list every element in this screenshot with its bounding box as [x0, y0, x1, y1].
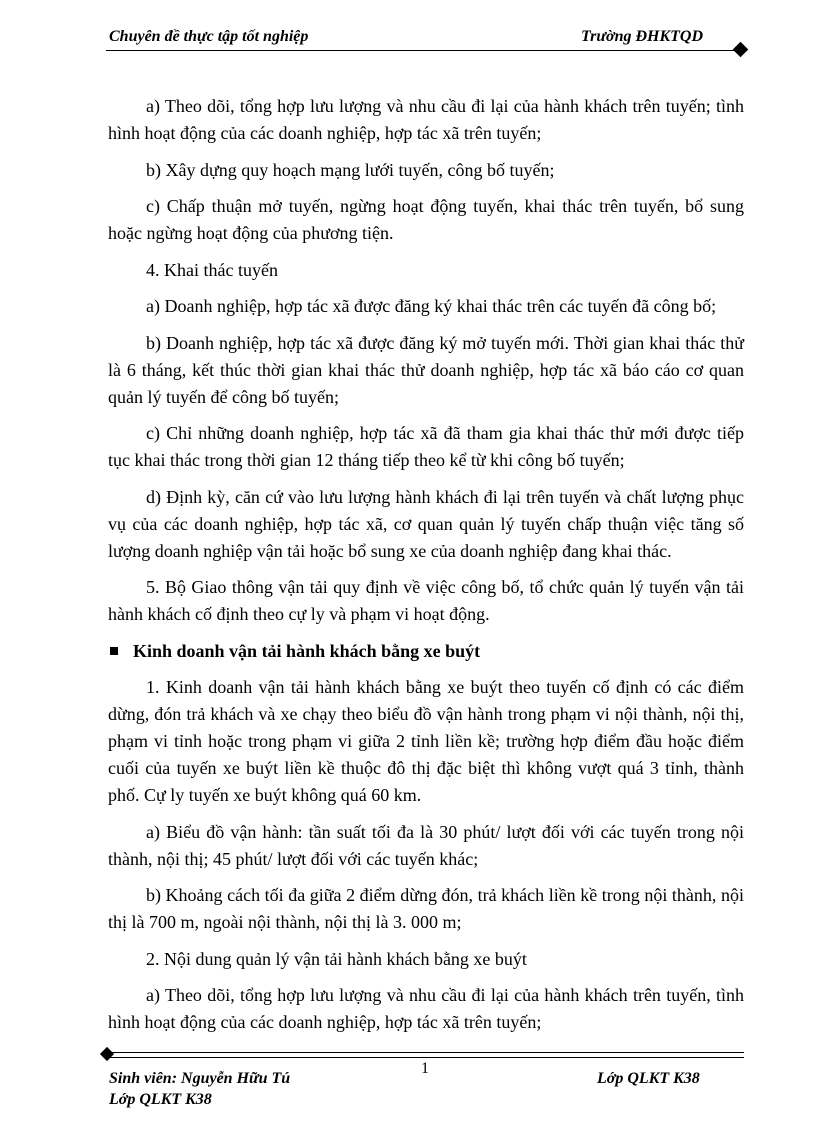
section-heading-text: Kinh doanh vận tải hành khách bằng xe buýt — [133, 640, 481, 661]
paragraph: d) Định kỳ, căn cứ vào lưu lượng hành khách đi lại trên tuyến và chất lượng phục vụ của các doanh nghiệp, hợp tác xã, cơ quan quản lý tuyến chấp thuận việc tăng số lượng doanh nghiệp vận tải hoặc bổ sung xe của doanh nghiệp đang khai thác. — [108, 486, 744, 561]
paragraph: b) Doanh nghiệp, hợp tác xã được đăng ký mở tuyến mới. Thời gian khai thác thử là 6 tháng, kết thúc thời gian khai thác thử doanh nghiệp, hợp tác xã báo cáo cơ quan quản lý tuyến để công bố tuyến; — [108, 332, 744, 407]
footer-diamond-ornament — [100, 1047, 114, 1061]
footer-rule-thin — [108, 1057, 744, 1058]
paragraph: a) Theo dõi, tổng hợp lưu lượng và nhu cầu đi lại của hành khách trên tuyến, tình hình hoạt động của các doanh nghiệp, hợp tác xã trên tuyến; — [108, 985, 744, 1032]
paragraph: a) Doanh nghiệp, hợp tác xã được đăng ký khai thác trên các tuyến đã công bố; — [146, 296, 717, 316]
paragraph: a) Theo dõi, tổng hợp lưu lượng và nhu cầu đi lại của hành khách trên tuyến; tình hình hoạt động của các doanh nghiệp, hợp tác xã trên tuyến; — [108, 96, 744, 143]
header-rule — [106, 50, 740, 51]
footer-class-left: Lớp QLKT K38 — [109, 1091, 212, 1108]
paragraph: 5. Bộ Giao thông vận tải quy định về việc công bố, tổ chức quản lý tuyến vận tải hành khách cố định theo cự ly và phạm vi hoạt động. — [108, 577, 744, 624]
paragraph: 2. Nội dung quản lý vận tải hành khách bằng xe buýt — [146, 948, 527, 969]
header-diamond-ornament — [733, 42, 749, 58]
footer-student: Sinh viên: Nguyễn Hữu Tú — [109, 1070, 291, 1087]
paragraph: 4. Khai thác tuyến — [146, 259, 278, 280]
header-school: Trường ĐHKTQD — [581, 28, 704, 45]
paragraph: b) Khoảng cách tối đa giữa 2 điểm dừng đón, trả khách liền kề trong nội thành, nội thị là 700 m, ngoài nội thành, nội thị là 3. 000 m; — [108, 885, 744, 932]
paragraph: c) Chấp thuận mở tuyến, ngừng hoạt động tuyến, khai thác trên tuyến, bổ sung hoặc ngừng hoạt động của phương tiện. — [108, 196, 744, 243]
paragraph: b) Xây dựng quy hoạch mạng lưới tuyến, công bố tuyến; — [146, 159, 555, 180]
footer-class-right: Lớp QLKT K38 — [597, 1070, 700, 1087]
document-body — [108, 93, 744, 1046]
paragraph: 1. Kinh doanh vận tải hành khách bằng xe buýt theo tuyến cố định có các điểm dừng, đón trả khách và xe chạy theo biểu đồ vận hành trong phạm vi nội thành, nội thị, phạm vi tỉnh hoặc trong phạm vi giữa 2 tỉnh liền kề; trường hợp điểm đầu hoặc điểm cuối của tuyến xe buýt liền kề thuộc đô thị đặc biệt thì không vượt quá 3 tỉnh, thành phố. Cự ly tuyến xe buýt không quá 60 km. — [108, 677, 744, 805]
paragraph: c) Chỉ những doanh nghiệp, hợp tác xã đã tham gia khai thác thử mới được tiếp tục khai thác trong thời gian 12 tháng tiếp theo kể từ khi công bố tuyến; — [108, 423, 744, 470]
square-bullet-icon — [110, 647, 118, 655]
paragraph: a) Biểu đồ vận hành: tần suất tối đa là 30 phút/ lượt đối với các tuyến trong nội thành, nội thị; 45 phút/ lượt đối với các tuyến khác; — [108, 821, 744, 869]
footer-rule — [108, 1052, 744, 1053]
page-number: 1 — [421, 1060, 429, 1077]
header-title: Chuyên đề thực tập tốt nghiệp — [109, 28, 309, 45]
section-heading — [108, 638, 744, 665]
